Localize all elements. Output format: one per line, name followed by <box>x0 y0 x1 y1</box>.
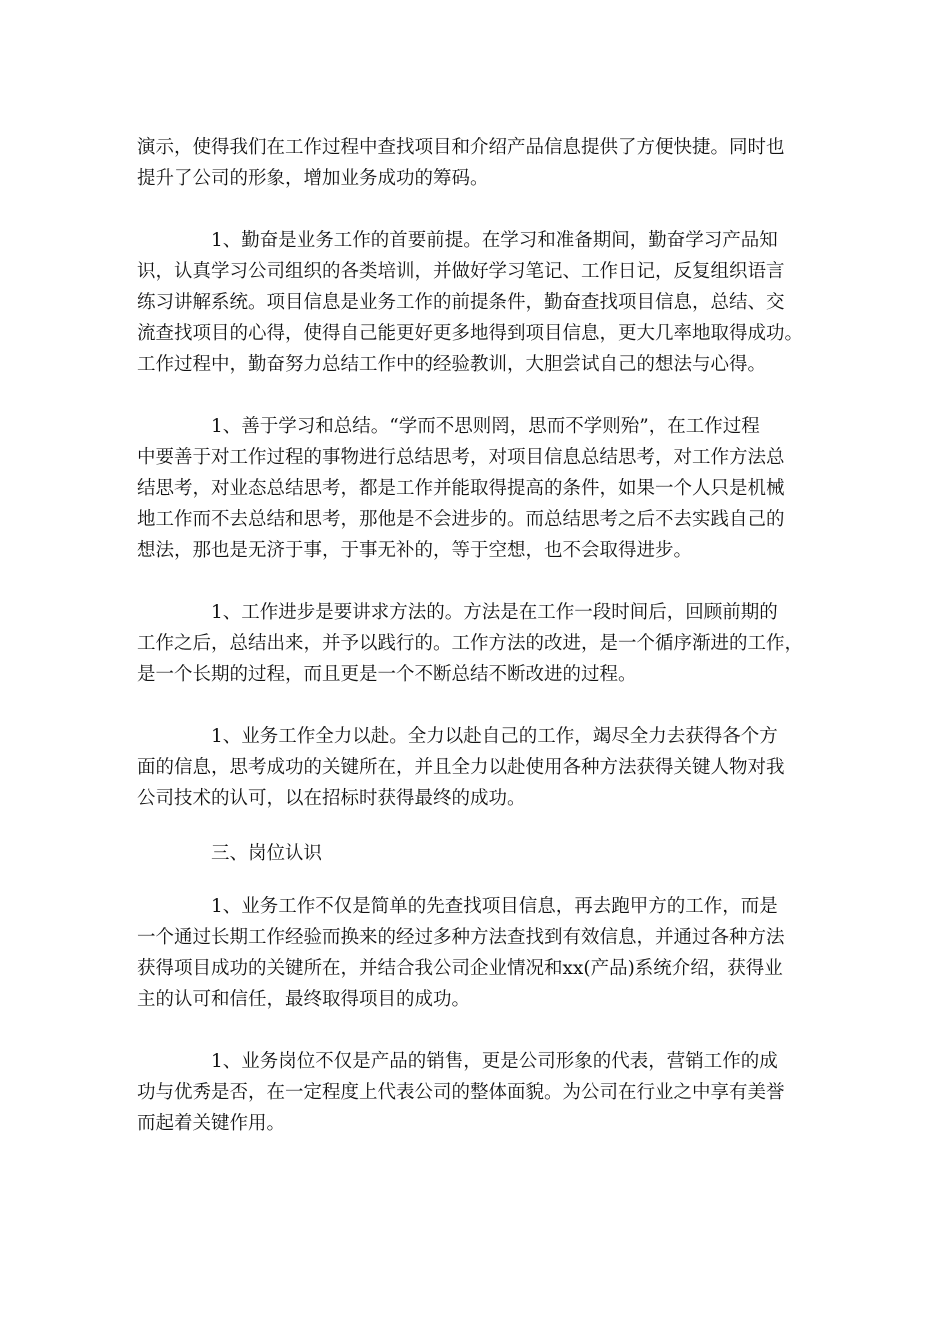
paragraph-method <box>137 597 817 690</box>
text-line: 练习讲解系统。项目信息是业务工作的前提条件，勤奋查找项目信息，总结、交 <box>137 292 785 313</box>
text-line: 1、勤奋是业务工作的首要前提。在学习和准备期间，勤奋学习产品知 <box>211 230 778 251</box>
text-line: 工作过程中，勤奋努力总结工作中的经验教训，大胆尝试自己的想法与心得。 <box>137 354 767 375</box>
text-line: 结思考，对业态总结思考，都是工作并能取得提高的条件，如果一个人只是机械 <box>137 478 785 499</box>
paragraph-business-position <box>137 1046 817 1139</box>
text-line: 面的信息，思考成功的关键所在，并且全力以赴使用各种方法获得关键人物对我 <box>137 757 785 778</box>
text-line: 功与优秀是否，在一定程度上代表公司的整体面貌。为公司在行业之中享有美誉 <box>137 1082 785 1103</box>
section-heading-position <box>137 838 817 869</box>
paragraph-learning <box>137 411 817 566</box>
text-line: 提升了公司的形象，增加业务成功的筹码。 <box>137 168 489 189</box>
text-line: 1、工作进步是要讲求方法的。方法是在工作一段时间后，回顾前期的 <box>211 602 778 623</box>
text-line: 演示，使得我们在工作过程中查找项目和介绍产品信息提供了方便快捷。同时也 <box>137 137 785 158</box>
paragraph-intro <box>137 132 817 194</box>
text-line: 一个通过长期工作经验而换来的经过多种方法查找到有效信息，并通过各种方法 <box>137 927 785 948</box>
section-heading: 三、岗位认识 <box>211 843 323 864</box>
text-line: 工作之后，总结出来，并予以践行的。工作方法的改进，是一个循序渐进的工作， <box>137 633 804 654</box>
text-line: 主的认可和信任，最终取得项目的成功。 <box>137 989 471 1010</box>
text-line: 公司技术的认可，以在招标时获得最终的成功。 <box>137 788 526 809</box>
text-line: 中要善于对工作过程的事物进行总结思考，对项目信息总结思考，对工作方法总 <box>137 447 785 468</box>
paragraph-diligence <box>137 225 817 380</box>
text-line: 地工作而不去总结和思考，那他是不会进步的。而总结思考之后不去实践自己的 <box>137 509 785 530</box>
text-line: 流查找项目的心得，使得自己能更好更多地得到项目信息，更大几率地取得成功。 <box>137 323 804 344</box>
text-line: 1、业务岗位不仅是产品的销售，更是公司形象的代表，营销工作的成 <box>211 1051 778 1072</box>
text-line: 想法，那也是无济于事，于事无补的，等于空想，也不会取得进步。 <box>137 540 693 561</box>
text-line: 而起着关键作用。 <box>137 1113 286 1134</box>
text-line: 识，认真学习公司组织的各类培训，并做好学习笔记、工作日记，反复组织语言 <box>137 261 785 282</box>
text-line: 1、善于学习和总结。“学而不思则罔，思而不学则殆”，在工作过程 <box>211 416 760 437</box>
paragraph-business-work <box>137 891 817 1015</box>
text-line: 1、业务工作不仅是简单的先查找项目信息，再去跑甲方的工作，而是 <box>211 896 778 917</box>
text-line: 获得项目成功的关键所在，并结合我公司企业情况和xx(产品)系统介绍，获得业 <box>137 958 783 979</box>
text-line: 1、业务工作全力以赴。全力以赴自己的工作，竭尽全力去获得各个方 <box>211 726 778 747</box>
text-line: 是一个长期的过程，而且更是一个不断总结不断改进的过程。 <box>137 664 637 685</box>
paragraph-full-effort <box>137 721 817 814</box>
